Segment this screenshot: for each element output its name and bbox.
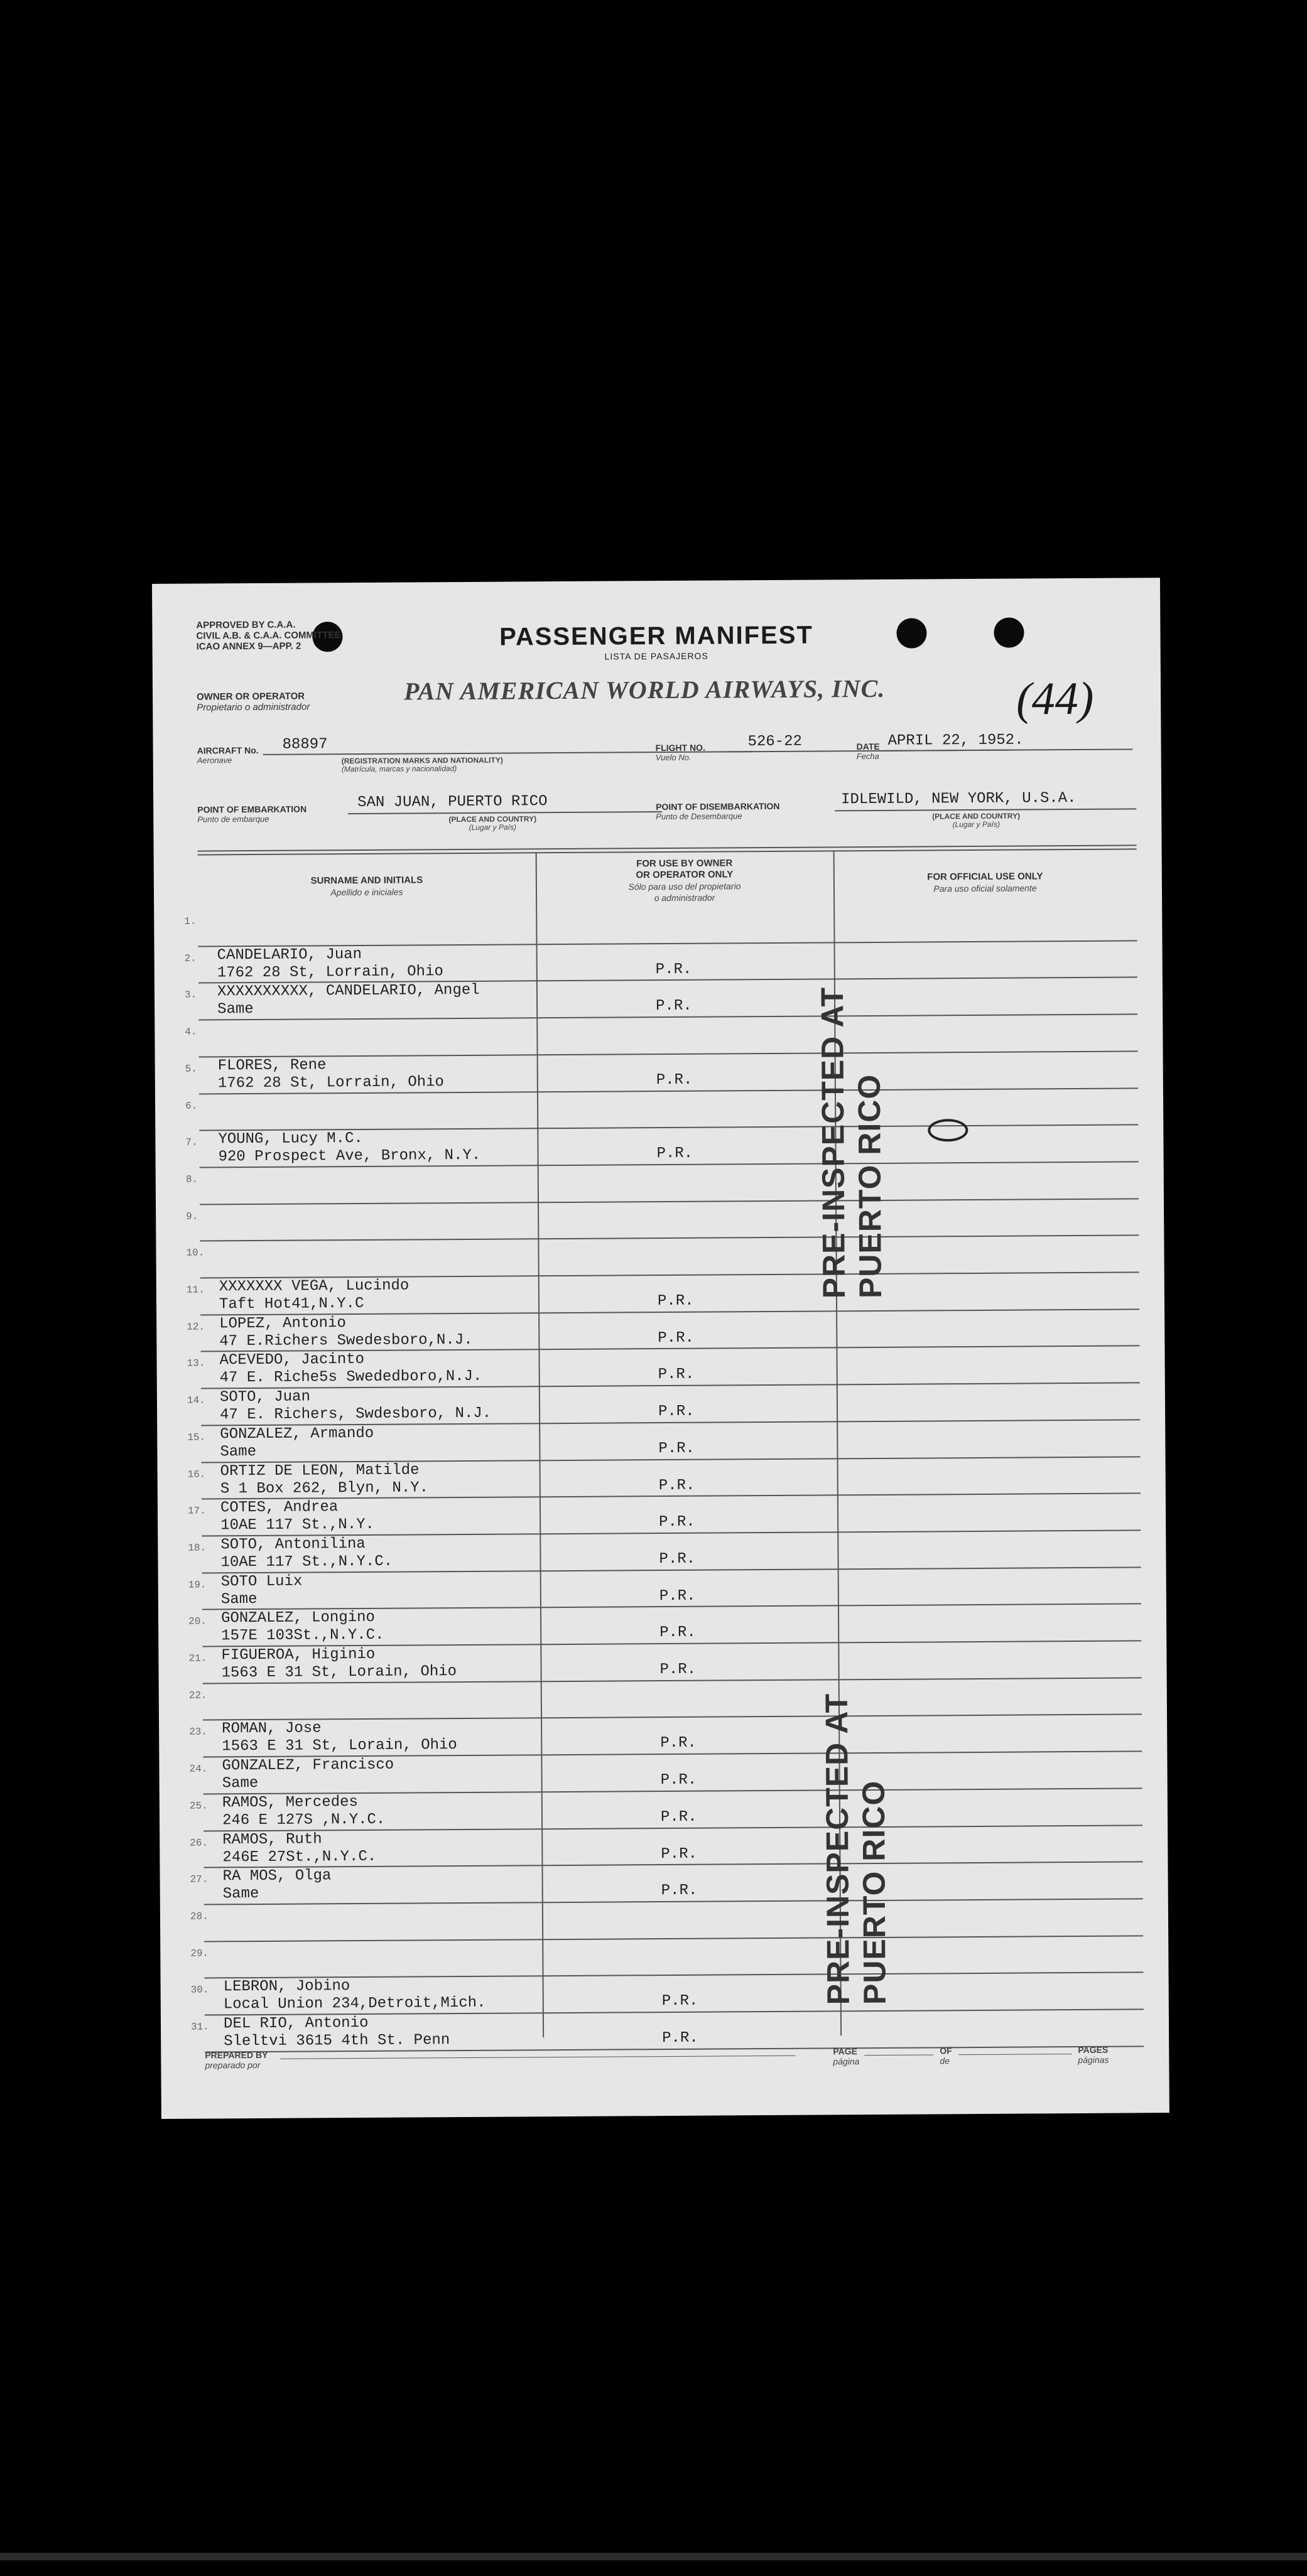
passenger-name: RA MOS, Olga — [222, 1867, 332, 1885]
row-number: 13. — [187, 1357, 205, 1370]
row-number: 6. — [185, 1100, 198, 1112]
passenger-name: YOUNG, Lucy M.C. — [218, 1130, 363, 1148]
owner-use-mark: P.R. — [662, 2029, 698, 2047]
passenger-address: 1563 E 31 St, Lorain, Ohio — [221, 1663, 457, 1682]
row-number: 10. — [186, 1247, 205, 1259]
row-number: 1. — [184, 915, 197, 927]
owner-use-mark: P.R. — [656, 1071, 693, 1089]
passenger-address: Taft Hot41,N.Y.C — [219, 1295, 364, 1313]
row-number: 21. — [188, 1652, 207, 1664]
passenger-name: LOPEZ, Antonio — [219, 1314, 346, 1333]
passenger-address: 10AE 117 St.,N.Y. — [220, 1516, 375, 1534]
owner-use-mark: P.R. — [659, 1624, 696, 1642]
passenger-name: GONZALEZ, Francisco — [222, 1756, 394, 1775]
disembarkation-value: IDLEWILD, NEW YORK, U.S.A. — [841, 790, 1077, 809]
row-number: 5. — [185, 1063, 197, 1075]
row-number: 23. — [189, 1726, 208, 1738]
form-reference: APPROVED BY C.A.A. CIVIL A.B. & C.A.A. COMMITTEE ICAO ANNEX 9—APP. 2 — [196, 619, 341, 652]
of-label: OF de — [940, 2045, 952, 2066]
passenger-name: CANDELARIO, Juan — [217, 946, 362, 964]
passenger-name: FLORES, Rene — [217, 1057, 327, 1075]
disembarkation-label: POINT OF DISEMBARKATION Punto de Desembarque — [656, 800, 780, 822]
owner-use-mark: P.R. — [656, 998, 692, 1015]
row-number: 18. — [188, 1542, 207, 1554]
owner-use-mark: P.R. — [661, 1882, 698, 1900]
row-number: 8. — [185, 1173, 198, 1185]
passenger-address: S 1 Box 262, Blyn, N.Y. — [220, 1479, 429, 1497]
passenger-address: 10AE 117 St.,N.Y.C. — [220, 1553, 393, 1571]
passenger-address: 47 E. Richers, Swdesboro, N.J. — [220, 1404, 492, 1424]
airline-name: PAN AMERICAN WORLD AIRWAYS, INC. — [403, 674, 886, 706]
passenger-name: XXXXXXX VEGA, Lucindo — [219, 1277, 409, 1296]
passenger-address: 1762 28 St, Lorrain, Ohio — [217, 962, 443, 982]
owner-use-mark: P.R. — [658, 1329, 695, 1347]
passenger-name: COTES, Andrea — [220, 1499, 339, 1517]
owner-use-mark: P.R. — [658, 1440, 695, 1457]
owner-use-mark: P.R. — [659, 1513, 695, 1531]
passenger-name: DEL RIO, Antonio — [223, 2014, 369, 2033]
row-separator — [204, 1935, 1143, 1942]
passenger-name: SOTO, Juan — [219, 1388, 311, 1406]
row-number: 9. — [186, 1210, 198, 1222]
passenger-address: Same — [217, 1001, 254, 1018]
scan-edge — [0, 2553, 1307, 2560]
row-number: 2. — [184, 952, 197, 964]
row-number: 7. — [185, 1136, 198, 1148]
page-label: PAGE página — [833, 2046, 860, 2067]
column-header-name: SURNAME AND INITIALS Apellido e iniciales — [310, 875, 423, 898]
owner-use-mark: P.R. — [659, 1587, 696, 1605]
passenger-address: 920 Prospect Ave, Bronx, N.Y. — [218, 1147, 481, 1166]
passenger-address: 1762 28 St, Lorrain, Ohio — [217, 1073, 445, 1092]
passenger-name: ACEVEDO, Jacinto — [219, 1351, 365, 1369]
passenger-address: Same — [220, 1443, 257, 1461]
disembarkation-note: (PLACE AND COUNTRY) (Lugar y País) — [932, 811, 1021, 829]
row-number: 17. — [187, 1505, 206, 1517]
owner-use-mark: P.R. — [658, 1366, 695, 1384]
flight-value: 526-22 — [747, 733, 803, 751]
passenger-name: ROMAN, Jose — [222, 1720, 322, 1738]
owner-use-mark: P.R. — [660, 1771, 697, 1789]
column-header-owner-use: FOR USE BY OWNER OR OPERATOR ONLY Sólo para uso del propietario o administrador — [628, 858, 741, 903]
page-subtitle: LISTA DE PASAJEROS — [604, 650, 708, 662]
owner-use-mark: P.R. — [660, 1808, 697, 1826]
passenger-address: 47 E. Riche5s Swededboro,N.J. — [219, 1368, 482, 1387]
passenger-name: ORTIZ DE LEON, Matilde — [220, 1461, 420, 1480]
registration-note: (REGISTRATION MARKS AND NATIONALITY) (Matrícula, marcas y nacionalidad) — [341, 755, 503, 774]
passenger-name: LEBRON, Jobino — [223, 1978, 350, 1996]
date-value: APRIL 22, 1952. — [887, 731, 1024, 750]
passenger-name: RAMOS, Mercedes — [222, 1793, 358, 1812]
passenger-address: Same — [222, 1775, 259, 1792]
row-number: 20. — [188, 1615, 207, 1627]
owner-use-mark: P.R. — [661, 1993, 698, 2010]
row-number: 3. — [184, 989, 197, 1001]
row-number: 28. — [190, 1910, 209, 1922]
passenger-name: SOTO Luix — [220, 1573, 303, 1590]
passenger-address: 157E 103St.,N.Y.C. — [221, 1627, 384, 1645]
row-number: 25. — [189, 1800, 208, 1812]
embarkation-note: (PLACE AND COUNTRY) (Lugar y País) — [448, 814, 537, 832]
flight-label: FLIGHT NO. Vuelo No. — [655, 742, 705, 763]
manifest-sheet — [152, 578, 1169, 2119]
column-header-official: FOR OFFICIAL USE ONLY Para uso oficial solamente — [927, 871, 1043, 894]
row-number: 29. — [190, 1948, 209, 1959]
row-number: 14. — [187, 1394, 205, 1406]
row-number: 12. — [187, 1321, 205, 1333]
passenger-address: Same — [222, 1885, 259, 1903]
row-separator — [199, 1050, 1138, 1057]
owner-use-mark: P.R. — [659, 1661, 697, 1679]
row-number: 30. — [190, 1984, 209, 1996]
passenger-address: Local Union 234,Detroit,Mich. — [223, 1995, 486, 2013]
pre-inspected-stamp: PRE-INSPECTED AT PUERTO RICO — [818, 1693, 892, 2005]
passenger-address: 47 E.Richers Swedesboro,N.J. — [219, 1331, 473, 1350]
row-number: 31. — [190, 2021, 209, 2033]
row-number: 19. — [188, 1579, 207, 1591]
embarkation-value: SAN JUAN, PUERTO RICO — [357, 793, 548, 812]
aircraft-label: AIRCRAFT No. Aeronave — [197, 745, 259, 765]
passenger-name: GONZALEZ, Longino — [220, 1609, 375, 1627]
owner-label: OWNER OR OPERATOR Propietario o administrador — [197, 691, 310, 713]
passenger-address: 1563 E 31 St, Lorain, Ohio — [222, 1737, 457, 1755]
passenger-address: Same — [220, 1590, 258, 1608]
row-separator — [200, 1235, 1139, 1242]
pre-inspected-stamp: PRE-INSPECTED AT PUERTO RICO — [814, 986, 888, 1299]
date-label: DATE Fecha — [856, 741, 880, 762]
row-number: 11. — [186, 1284, 205, 1296]
owner-use-mark: P.R. — [659, 1550, 696, 1568]
passenger-address: Sleltvi 3615 4th St. Penn — [224, 2032, 450, 2051]
row-number: 24. — [189, 1763, 208, 1775]
passenger-address: 246 E 127S ,N.Y.C. — [222, 1811, 386, 1830]
row-separator — [203, 1714, 1142, 1721]
row-number: 4. — [185, 1026, 197, 1038]
pages-label: PAGES páginas — [1078, 2044, 1109, 2066]
row-number: 27. — [190, 1873, 209, 1885]
owner-use-mark: P.R. — [655, 961, 692, 978]
owner-use-mark: P.R. — [656, 1145, 693, 1163]
row-number: 26. — [190, 1836, 209, 1849]
passenger-address: 246E 27St.,N.Y.C. — [222, 1848, 377, 1866]
aircraft-value: 88897 — [282, 736, 328, 753]
page-title: PASSENGER MANIFEST — [499, 621, 814, 651]
owner-use-mark: P.R. — [657, 1292, 694, 1310]
handwritten-mark — [928, 1119, 968, 1141]
row-number: 15. — [187, 1431, 206, 1443]
owner-use-mark: P.R. — [661, 1845, 698, 1863]
row-number: 22. — [188, 1689, 207, 1701]
row-number: 16. — [187, 1469, 206, 1480]
owner-use-mark: P.R. — [660, 1735, 697, 1752]
passenger-name: XXXXXXXXXX, CANDELARIO, Angel — [217, 982, 480, 1001]
passenger-name: FIGUEROA, Higinio — [221, 1646, 376, 1664]
passenger-name: RAMOS, Ruth — [222, 1830, 322, 1848]
passenger-name: SOTO, Antonilina — [220, 1535, 366, 1554]
owner-use-mark: P.R. — [658, 1403, 695, 1421]
prepared-by-label: PREPARED BY preparado por — [205, 2049, 268, 2071]
handwritten-note: (44) — [1016, 672, 1094, 725]
passenger-name: GONZALEZ, Armando — [220, 1425, 374, 1443]
row-separator — [200, 1198, 1139, 1205]
embarkation-label: POINT OF EMBARKATION Punto de embarque — [197, 804, 307, 824]
owner-use-mark: P.R. — [658, 1477, 695, 1494]
